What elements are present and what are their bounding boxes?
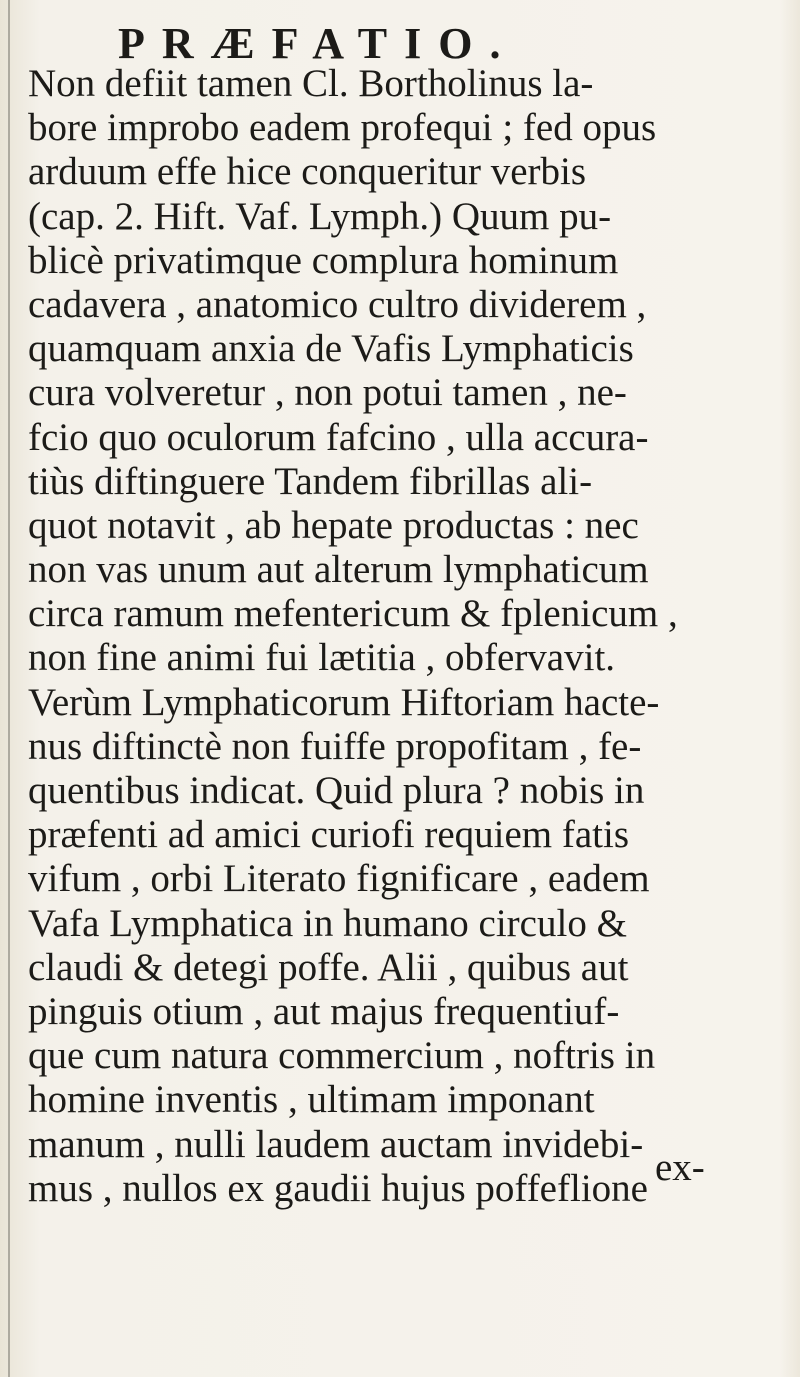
text-line: mus , nullos ex gaudii hujus poffeflione — [28, 1166, 648, 1210]
text-line: pinguis otium , aut majus frequentiuf- — [28, 989, 620, 1033]
text-line: Non defiit tamen Cl. Bortholinus la- — [28, 62, 594, 105]
text-line: quentibus indicat. Quid plura ? nobis in — [28, 769, 645, 812]
text-line: arduum effe hice conqueritur verbis — [28, 150, 587, 194]
page-gutter-edge — [8, 0, 10, 1377]
text-line: non vas unum aut alterum lymphaticum — [28, 548, 649, 592]
text-line: que cum natura commercium , noftris in — [28, 1034, 656, 1078]
text-line: fcio quo oculorum fafcino , ulla accura- — [28, 415, 649, 459]
text-line: Vafa Lymphatica in humano circulo & — [28, 901, 627, 945]
text-line: quamquam anxia de Vafis Lymphaticis — [28, 327, 634, 371]
text-line: quot notavit , ab hepate productas : nec — [28, 503, 639, 547]
text-line: blicè privatimque complura hominum — [28, 238, 619, 282]
text-line: nus diftinctè non fuiffe propofitam , fe- — [28, 724, 642, 768]
text-line: cadavera , anatomico cultro dividerem , — [28, 282, 647, 326]
text-line: vifum , orbi Literato fignificare , eadem — [28, 857, 650, 901]
text-line: manum , nulli laudem auctam invidebi- — [28, 1122, 644, 1166]
text-line: claudi & detegi poffe. Alii , quibus aut — [28, 945, 629, 989]
catchword: ex- — [655, 1146, 705, 1189]
body-text — [28, 62, 780, 1211]
text-line: præfenti ad amici curiofi requiem fatis — [28, 813, 630, 857]
text-line: circa ramum mefentericum & fplenicum , — [28, 592, 678, 636]
text-line: (cap. 2. Hift. Vaf. Lymph.) Quum pu- — [28, 194, 612, 238]
text-line: bore improbo eadem profequi ; fed opus — [28, 106, 657, 150]
text-line: Verùm Lymphaticorum Hiftoriam hacte- — [28, 680, 660, 724]
text-line: tiùs diftinguere Tandem fibrillas ali- — [28, 459, 593, 503]
text-line: homine inventis , ultimam imponant — [28, 1078, 595, 1122]
text-line: cura volveretur , non potui tamen , ne- — [28, 371, 627, 415]
page-heading: PRÆFATIO. — [118, 19, 518, 68]
text-line: non fine animi fui lætitia , obfervavit. — [28, 636, 616, 680]
